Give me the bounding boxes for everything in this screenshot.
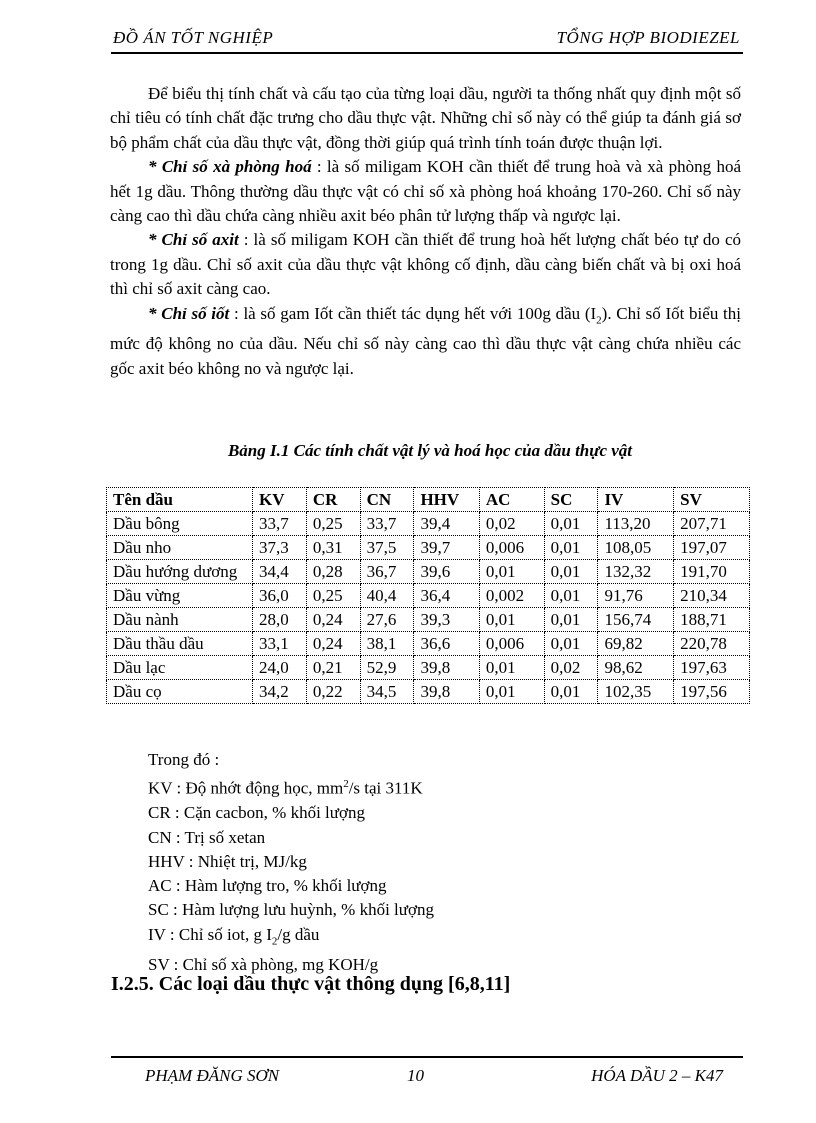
table-row <box>107 536 750 560</box>
value-cell: 0,01 <box>544 608 598 632</box>
legend-cn: CN : Trị số xetan <box>148 827 266 847</box>
col-header: Tên dầu <box>107 488 253 512</box>
legend-kv: KV : Độ nhớt động học, $mm^2/s$ tại 311K <box>148 778 423 798</box>
value-cell: 36,6 <box>414 632 479 656</box>
oil-name-cell: Dầu hướng dương <box>107 560 253 584</box>
oil-name-cell: Dầu nho <box>107 536 253 560</box>
value-cell: 0,25 <box>306 512 360 536</box>
def-saponification: * Chỉ số xà phòng hoá : là số miligam KOH cần thiết để trung hoà và xà phòng hoá hết 1g dầu. Thông thường dầu thực vật có chỉ số xà phòng hoá khoảng 170-260. Chỉ số này càng cao thì dầu chứa càng nhiều axit béo phân tử lượng thấp và ngược lại. <box>110 157 741 226</box>
value-cell: 34,5 <box>360 680 414 704</box>
oil-name-cell: Dầu thầu dầu <box>107 632 253 656</box>
value-cell: 102,35 <box>598 680 674 704</box>
value-cell: 39,8 <box>414 680 479 704</box>
value-cell: 0,01 <box>544 680 598 704</box>
footer-rule <box>111 1056 743 1058</box>
value-cell: 28,0 <box>253 608 307 632</box>
value-cell: 0,01 <box>479 656 544 680</box>
value-cell: 0,24 <box>306 632 360 656</box>
header-right: TỔNG HỢP BIODIEZEL <box>556 28 740 47</box>
legend-iv: IV : Chỉ số iot, g $I_2/g$ dầu <box>148 924 320 948</box>
value-cell: 36,4 <box>414 584 479 608</box>
intro-paragraph: Để biểu thị tính chất và cấu tạo của từng loại dầu, người ta thống nhất quy định một số chỉ tiêu có tính chất đặc trưng cho dầu thực vật. Những chỉ số này có thể giúp ta đánh giá sơ bộ phẩm chất của dầu thực vật, đồng thời giúp quá trình tính toán được thuận lợi. <box>110 84 741 152</box>
value-cell: 39,3 <box>414 608 479 632</box>
page-header <box>113 28 740 50</box>
col-header: HHV <box>414 488 479 512</box>
footer-author: PHẠM ĐĂNG SƠN <box>145 1066 280 1085</box>
table-row <box>107 608 750 632</box>
value-cell: 0,01 <box>544 512 598 536</box>
legend-ac: AC : Hàm lượng tro, % khối lượng <box>148 876 387 896</box>
value-cell: 0,24 <box>306 608 360 632</box>
value-cell: 0,31 <box>306 536 360 560</box>
value-cell: 0,002 <box>479 584 544 608</box>
section-heading: I.2.5. Các loại dầu thực vật thông dụng [6,8,11] <box>111 973 511 995</box>
value-cell: 0,01 <box>544 536 598 560</box>
value-cell: 0,02 <box>544 656 598 680</box>
oil-name-cell: Dầu cọ <box>107 680 253 704</box>
footer-class: HÓA DẦU 2 – K47 <box>591 1066 723 1085</box>
legend-sv: SV : Chỉ số xà phòng, mg KOH/g <box>148 955 379 975</box>
value-cell: 188,71 <box>674 608 750 632</box>
table-row <box>107 512 750 536</box>
value-cell: 38,1 <box>360 632 414 656</box>
col-header: SV <box>674 488 750 512</box>
value-cell: 0,01 <box>479 608 544 632</box>
value-cell: 197,63 <box>674 656 750 680</box>
value-cell: 37,3 <box>253 536 307 560</box>
value-cell: 0,006 <box>479 536 544 560</box>
value-cell: 24,0 <box>253 656 307 680</box>
value-cell: 33,1 <box>253 632 307 656</box>
value-cell: 91,76 <box>598 584 674 608</box>
page-number: 10 <box>407 1066 424 1085</box>
value-cell: 0,006 <box>479 632 544 656</box>
value-cell: 0,25 <box>306 584 360 608</box>
value-cell: 0,01 <box>479 680 544 704</box>
def-term: * Chỉ số iốt <box>148 303 230 323</box>
table-row <box>107 656 750 680</box>
oil-name-cell: Dầu bông <box>107 512 253 536</box>
value-cell: 156,74 <box>598 608 674 632</box>
table-row <box>107 560 750 584</box>
value-cell: 69,82 <box>598 632 674 656</box>
table-row <box>107 632 750 656</box>
value-cell: 39,8 <box>414 656 479 680</box>
value-cell: 0,02 <box>479 512 544 536</box>
value-cell: 210,34 <box>674 584 750 608</box>
legend-hhv: HHV : Nhiệt trị, MJ/kg <box>148 851 307 871</box>
value-cell: 0,21 <box>306 656 360 680</box>
col-header: SC <box>544 488 598 512</box>
value-cell: 27,6 <box>360 608 414 632</box>
body-text <box>110 82 741 381</box>
col-header: AC <box>479 488 544 512</box>
value-cell: 39,6 <box>414 560 479 584</box>
value-cell: 191,70 <box>674 560 750 584</box>
table-row <box>107 584 750 608</box>
def-iodine: * Chỉ số iốt : là số gam Iốt cần thiết tác dụng hết với 100g dầu $(I_2)$. Chỉ số Iốt biểu thị mức độ không no của dầu. Nếu chỉ số này càng cao thì dầu thực vật càng chứa nhiều các gốc axit béo không no và ngược lại. <box>110 303 741 378</box>
col-header: IV <box>598 488 674 512</box>
value-cell: 39,4 <box>414 512 479 536</box>
value-cell: 52,9 <box>360 656 414 680</box>
value-cell: 36,7 <box>360 560 414 584</box>
value-cell: 220,78 <box>674 632 750 656</box>
value-cell: 39,7 <box>414 536 479 560</box>
oil-properties-table <box>106 487 750 704</box>
col-header: KV <box>253 488 307 512</box>
table-header-row <box>107 488 750 512</box>
value-cell: 132,32 <box>598 560 674 584</box>
value-cell: 40,4 <box>360 584 414 608</box>
value-cell: 0,01 <box>544 560 598 584</box>
value-cell: 33,7 <box>253 512 307 536</box>
col-header: CR <box>306 488 360 512</box>
legend-cr: CR : Cặn cacbon, % khối lượng <box>148 803 365 823</box>
oil-name-cell: Dầu nành <box>107 608 253 632</box>
value-cell: 207,71 <box>674 512 750 536</box>
value-cell: 113,20 <box>598 512 674 536</box>
table-caption: Bảng I.1 Các tính chất vật lý và hoá học của dầu thực vật <box>227 441 633 460</box>
value-cell: 34,2 <box>253 680 307 704</box>
value-cell: 37,5 <box>360 536 414 560</box>
header-rule <box>111 52 743 54</box>
value-cell: 0,01 <box>544 584 598 608</box>
value-cell: 197,07 <box>674 536 750 560</box>
value-cell: 98,62 <box>598 656 674 680</box>
def-acid: * Chỉ số axit : là số miligam KOH cần thiết để trung hoà hết lượng chất béo tự do có trong 1g dầu. Chỉ số axit của dầu thực vật không cố định, dầu càng biến chất và bị oxi hoá thì chỉ số axit càng cao. <box>110 230 741 299</box>
def-term: * Chỉ số axit <box>148 230 239 250</box>
table-row <box>107 680 750 704</box>
value-cell: 33,7 <box>360 512 414 536</box>
value-cell: 0,22 <box>306 680 360 704</box>
col-header: CN <box>360 488 414 512</box>
value-cell: 108,05 <box>598 536 674 560</box>
legend-intro: Trong đó : <box>148 750 220 769</box>
value-cell: 0,28 <box>306 560 360 584</box>
oil-name-cell: Dầu lạc <box>107 656 253 680</box>
value-cell: 36,0 <box>253 584 307 608</box>
oil-name-cell: Dầu vừng <box>107 584 253 608</box>
header-left: ĐỒ ÁN TỐT NGHIỆP <box>113 28 274 47</box>
value-cell: 34,4 <box>253 560 307 584</box>
value-cell: 197,56 <box>674 680 750 704</box>
value-cell: 0,01 <box>544 632 598 656</box>
page-footer <box>145 1066 723 1088</box>
value-cell: 0,01 <box>479 560 544 584</box>
legend-sc: SC : Hàm lượng lưu huỳnh, % khối lượng <box>148 900 434 920</box>
abbreviation-legend <box>148 748 434 978</box>
def-term: * Chỉ số xà phòng hoá <box>148 157 312 177</box>
